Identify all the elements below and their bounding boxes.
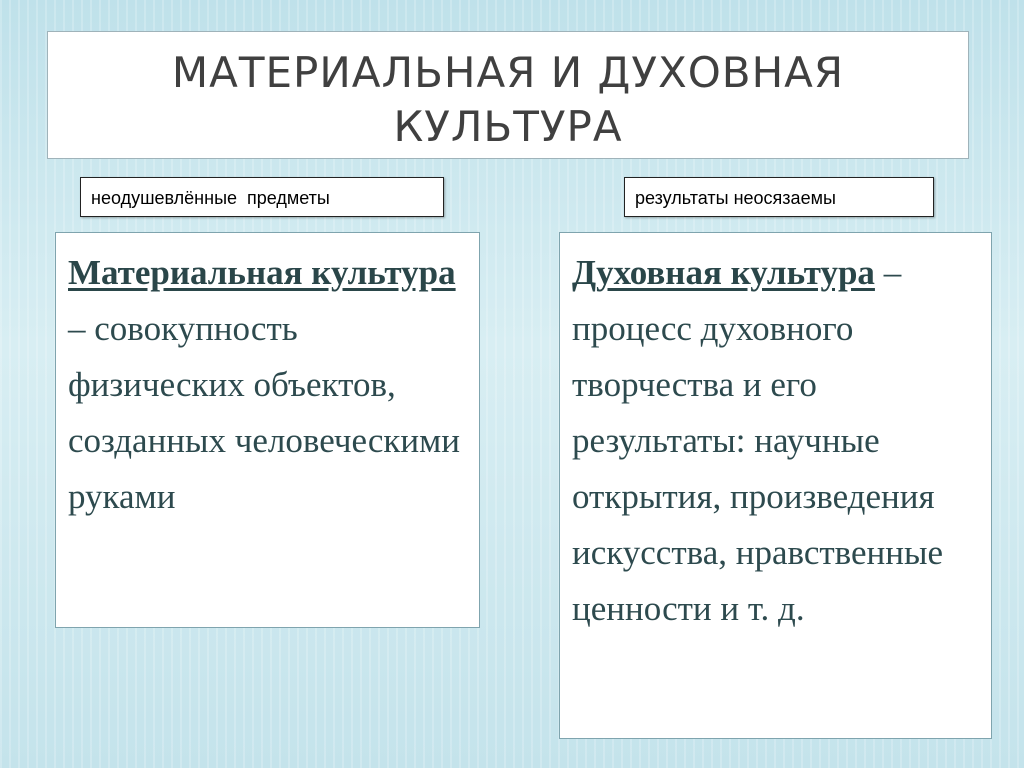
spiritual-culture-definition: – процесс духовного творчества и его результаты: научные открытия, произведения искусства, нравственные ценности и т. д. <box>572 253 944 628</box>
slide-title <box>48 46 968 154</box>
title-box <box>47 31 969 159</box>
spiritual-culture-card <box>559 232 992 739</box>
title-line-2: КУЛЬТУРА <box>393 102 623 151</box>
material-culture-card <box>55 232 480 628</box>
label-intangible-results: результаты неосязаемы <box>624 177 934 217</box>
label-inanimate-objects: неодушевлённые предметы <box>80 177 444 217</box>
material-culture-definition: – совокупность физических объектов, созданных человеческими руками <box>68 309 461 516</box>
spiritual-culture-term: Духовная культура <box>572 253 875 292</box>
title-line-1: МАТЕРИАЛЬНАЯ И ДУХОВНАЯ <box>171 48 845 97</box>
material-culture-term: Материальная культура <box>68 253 456 292</box>
